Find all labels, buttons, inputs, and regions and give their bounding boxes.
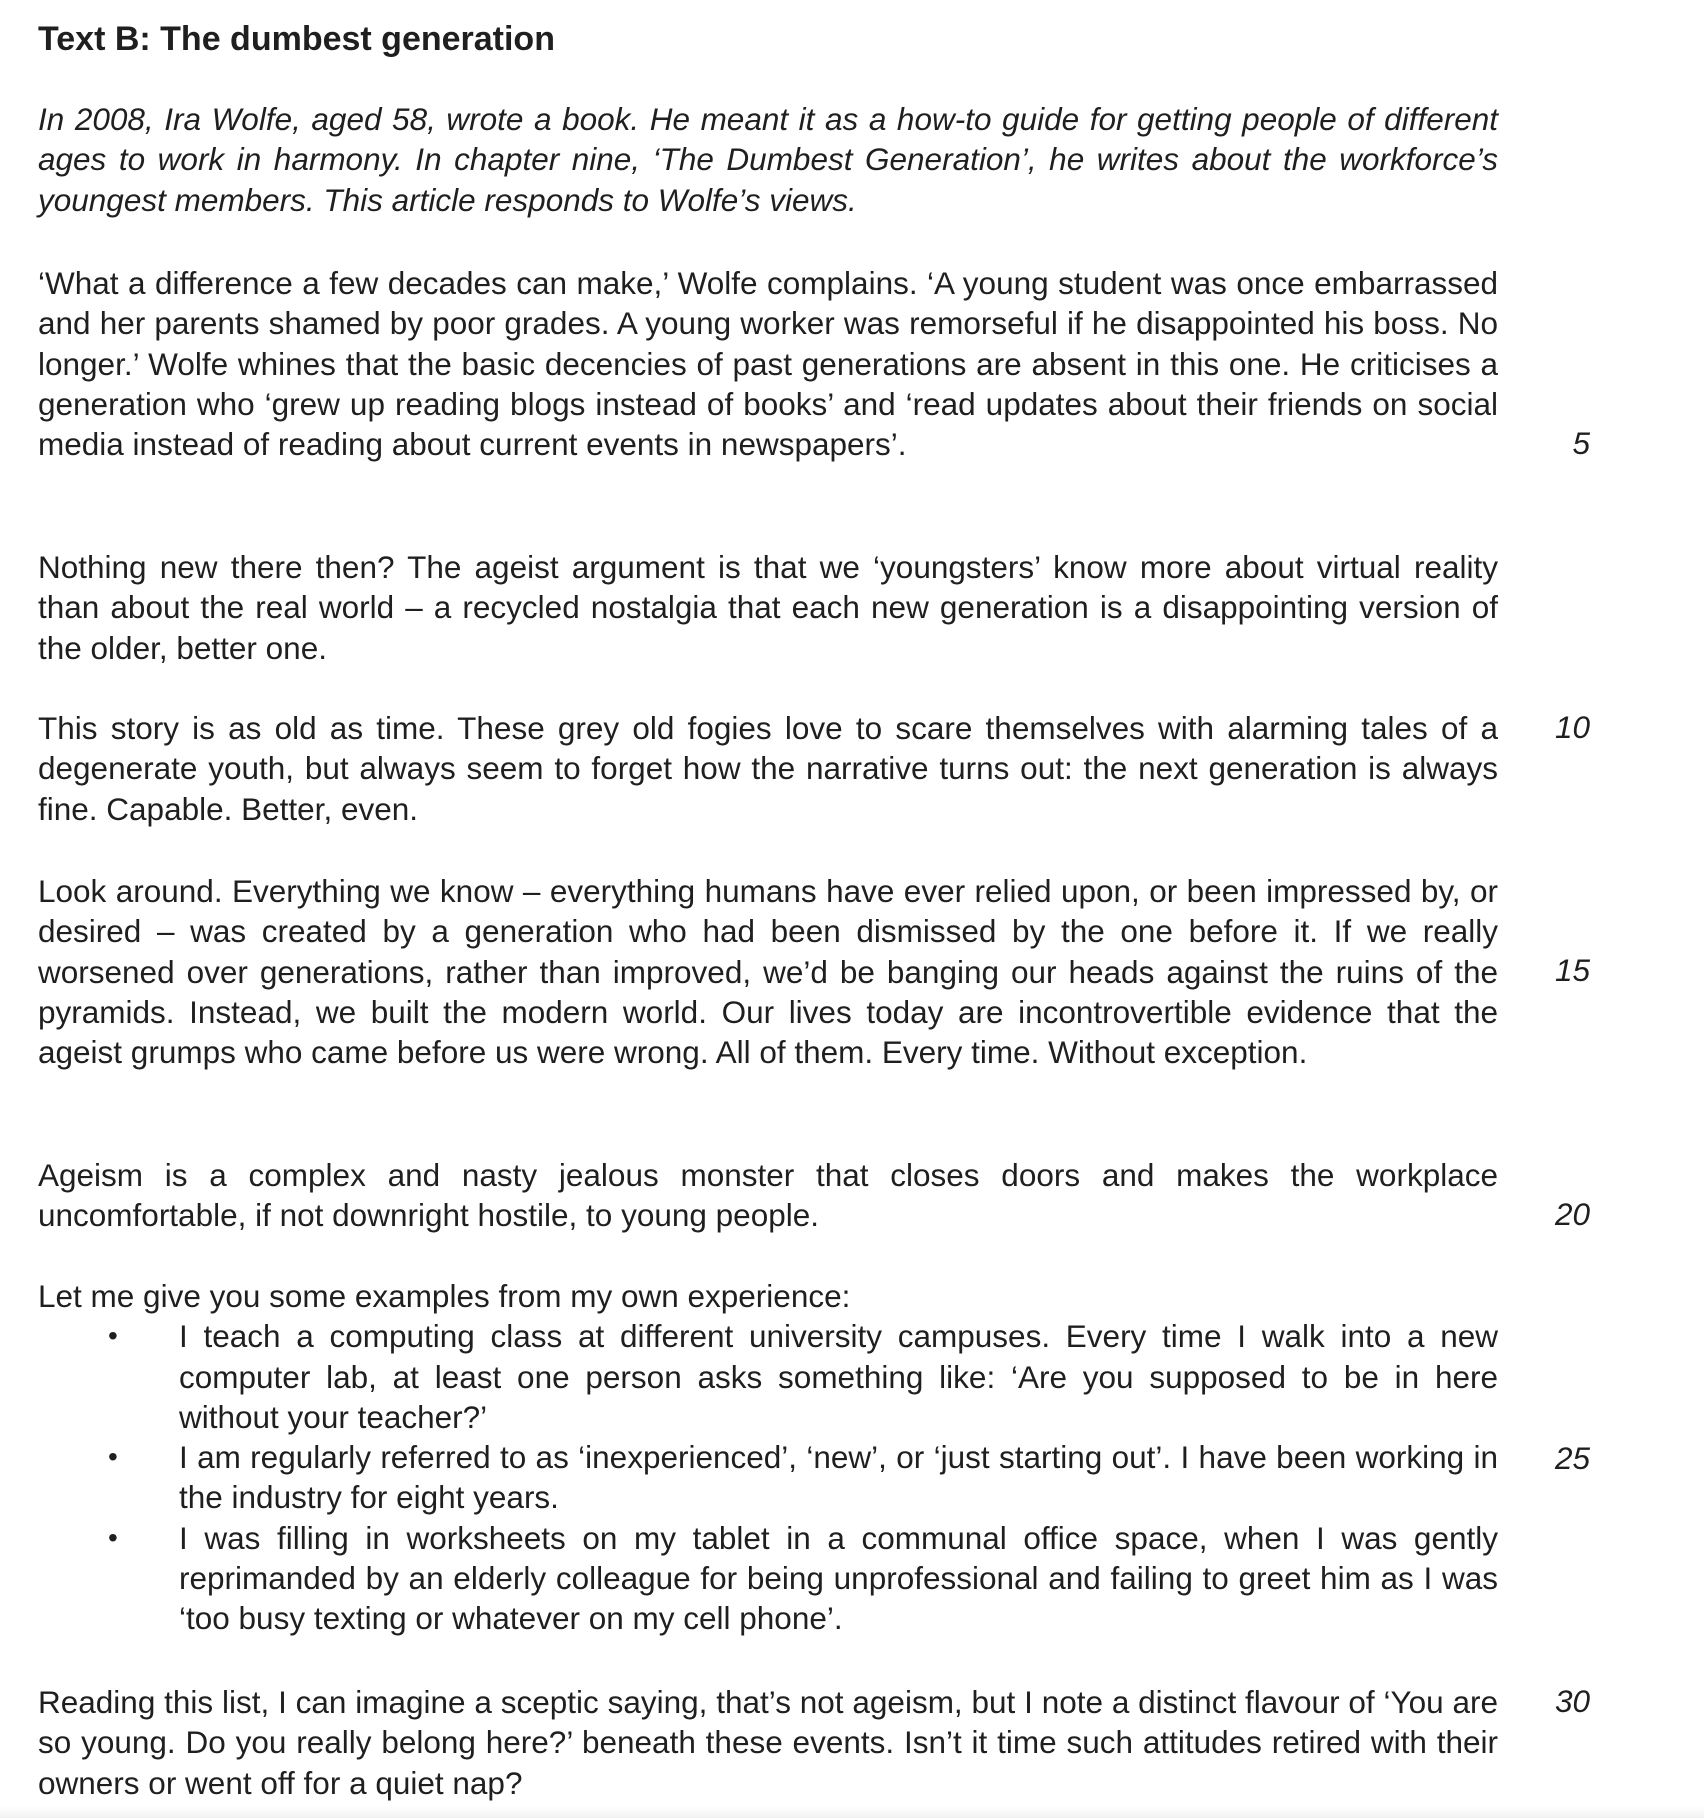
paragraph-text: Reading this list, I can imagine a sceptic saying, that’s not ageism, but I note a distinct flavour of ‘You are so young. Do you really belong here?’ beneath these events. Isn’t it time such attitudes retired with their owners or went off for a quiet nap? [38, 1684, 1498, 1801]
line-number: 15 [1554, 952, 1590, 988]
line-number: 5 [1572, 425, 1590, 461]
list-item [38, 1316, 1498, 1437]
examples-intro: Let me give you some examples from my own experience: [38, 1278, 851, 1314]
body-paragraph-4 [38, 871, 1498, 1072]
line-number: 25 [1554, 1440, 1590, 1476]
document-title: Text B: The dumbest generation [38, 20, 555, 58]
examples-section [38, 1276, 1498, 1639]
list-item-text: I was filling in worksheets on my tablet in a communal office space, when I was gently reprimanded by an elderly colleague for being unprofessional and failing to greet him as I was ‘too busy texting or whatever on my cell phone’. [179, 1519, 1498, 1637]
examples-list [38, 1316, 1498, 1638]
line-number: 10 [1554, 709, 1590, 745]
closing-paragraph [38, 1682, 1498, 1803]
line-number: 30 [1554, 1683, 1590, 1719]
list-item [38, 1437, 1498, 1518]
list-item-text: I am regularly referred to as ‘inexperienced’, ‘new’, or ‘just starting out’. I have been working in the industry for eight years. [179, 1439, 1498, 1516]
paragraph-text: Look around. Everything we know – everything humans have ever relied upon, or been impressed by, or desired – was created by a generation who had been dismissed by the one before it. If we really worsened over generations, rather than improved, we’d be banging our heads against the ruins of the pyramids. Instead, we built the modern world. Our lives today are incontrovertible evidence that the ageist grumps who came before us were wrong. All of them. Every time. Without exception. [38, 873, 1498, 1071]
body-paragraph-3 [38, 708, 1498, 829]
list-item [38, 1518, 1498, 1639]
body-paragraph-5 [38, 1155, 1498, 1236]
body-paragraph-1 [38, 263, 1498, 464]
body-paragraph-2 [38, 547, 1498, 668]
list-item-text: I teach a computing class at different university campuses. Every time I walk into a new computer lab, at least one person asks something like: ‘Are you supposed to be in here without your teacher?’ [179, 1318, 1498, 1435]
intro-paragraph [38, 99, 1498, 220]
line-number: 20 [1554, 1196, 1590, 1232]
paragraph-text: Ageism is a complex and nasty jealous monster that closes doors and makes the workplace uncomfortable, if not downright hostile, to young people. [38, 1157, 1498, 1234]
intro-text: In 2008, Ira Wolfe, aged 58, wrote a book. He meant it as a how-to guide for getting people of different ages to work in harmony. In chapter nine, ‘The Dumbest Generation’, he writes about the workforce’s youngest members. This article responds to Wolfe’s views. [38, 101, 1498, 218]
bullet-icon: • [108, 1320, 118, 1352]
page-bottom-edge [0, 1806, 1704, 1818]
paragraph-text: ‘What a difference a few decades can make,’ Wolfe complains. ‘A young student was once embarrassed and her parents shamed by poor grades. A young worker was remorseful if he disappointed his boss. No longer.’ Wolfe whines that the basic decencies of past generations are absent in this one. He criticises a generation who ‘grew up reading blogs instead of books’ and ‘read updates about their friends on social media instead of reading about current events in newspapers’. [38, 265, 1498, 463]
bullet-icon: • [108, 1441, 118, 1473]
paragraph-text: Nothing new there then? The ageist argument is that we ‘youngsters’ know more about virtual reality than about the real world – a recycled nostalgia that each new generation is a disappointing version of the older, better one. [38, 549, 1498, 666]
bullet-icon: • [108, 1521, 118, 1553]
paragraph-text: This story is as old as time. These grey old fogies love to scare themselves with alarming tales of a degenerate youth, but always seem to forget how the narrative turns out: the next generation is always fine. Capable. Better, even. [38, 710, 1498, 827]
